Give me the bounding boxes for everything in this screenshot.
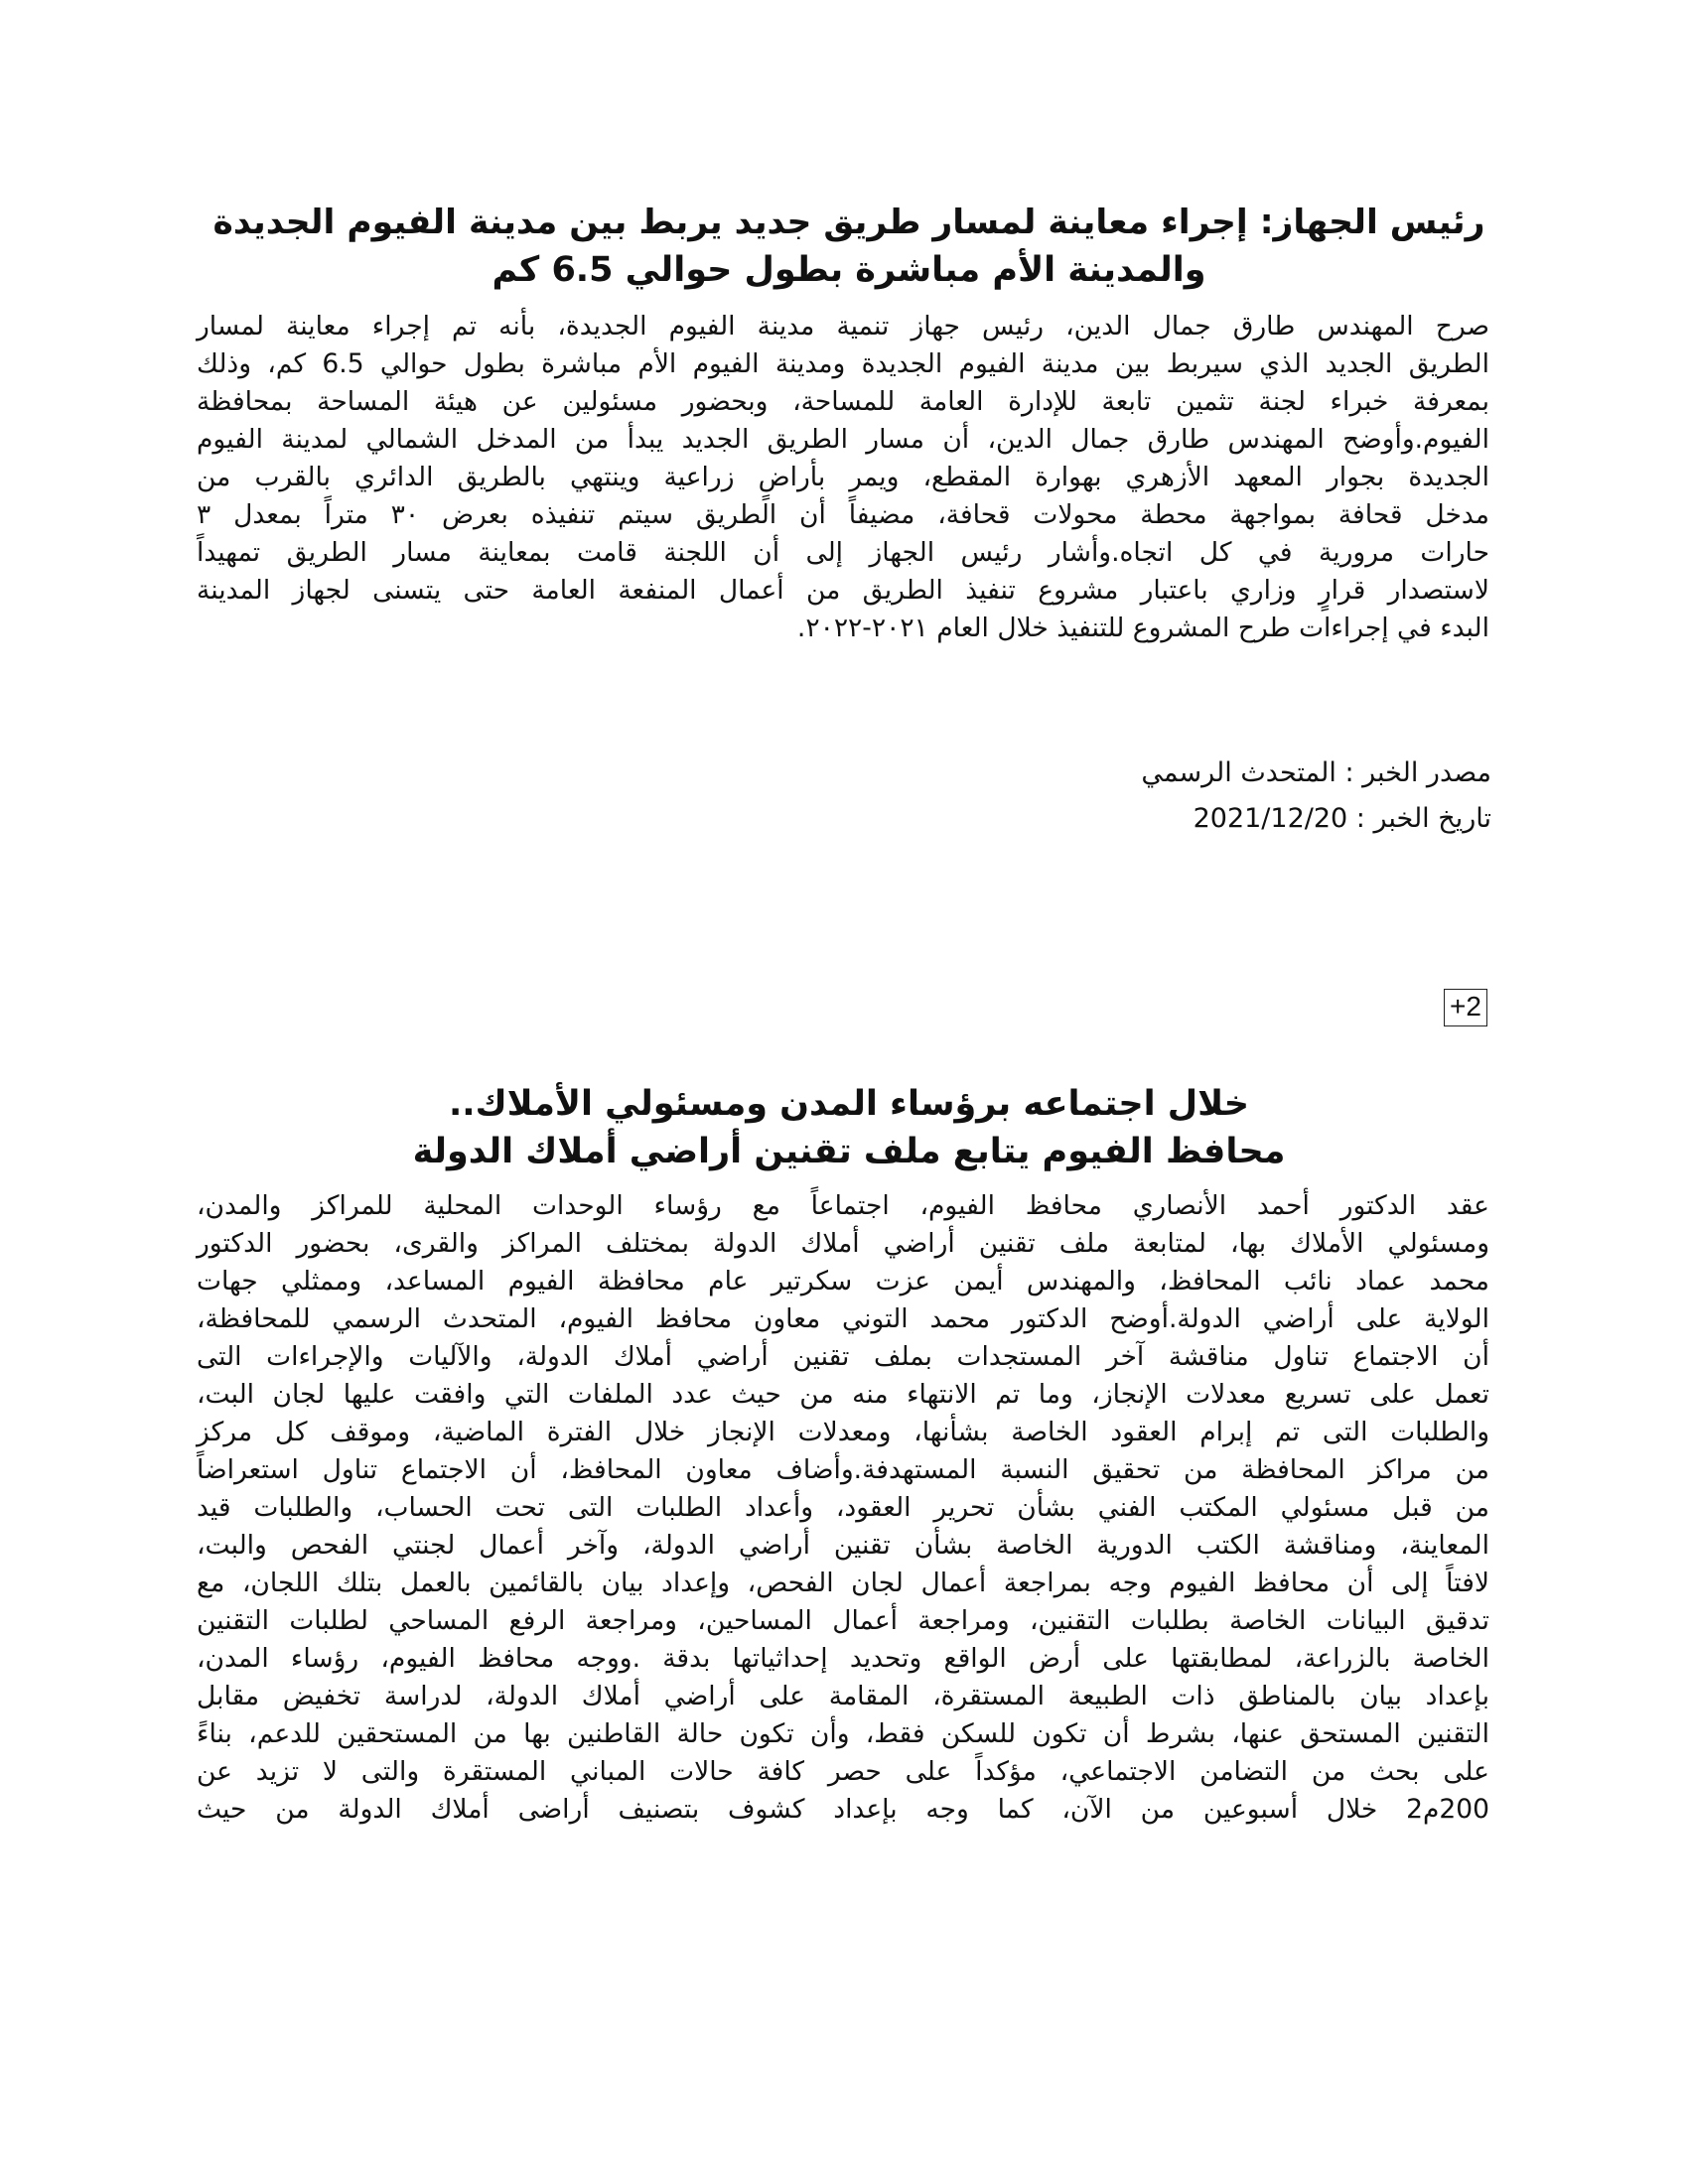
article1-body-line: صرح المهندس طارق جمال الدين، رئيس جهاز تنمية مدينة الفيوم الجديدة، بأنه تم إجراء معاينة لمسار [197,311,1489,341]
article2-body-line: الخاصة بالزراعة، لمطابقتها على أرض الواقع وتحديد إحداثياتها بدقة .ووجه محافظ الفيوم، رؤساء المدن، [197,1643,1489,1674]
article2-body-line: تدقيق البيانات الخاصة بطلبات التقنين، ومراجعة أعمال المساحين، ومراجعة الرفع المساحي لطلبات التقنين [197,1605,1489,1636]
article1-body-line: بمعرفة خبراء لجنة تثمين تابعة للإدارة العامة للمساحة، وبحضور مسئولين عن هيئة المساحة بمحافظة [197,386,1489,417]
article1-body-line: البدء في إجراءات طرح المشروع للتنفيذ خلال العام ٢٠٢١-٢٠٢٢. [796,613,1489,643]
article1-date: تاريخ الخبر : 2021/12/20 [1193,803,1491,834]
article2-body-line: المعاينة، ومناقشة الكتب الدورية الخاصة بشأن تقنين أراضي الدولة، وآخر أعمال لجنتي الفحص والبت، [197,1530,1489,1561]
article1-body [197,308,1489,647]
article2-body-line: 200م2 خلال أسبوعين من الآن، كما وجه بإعداد كشوف بتصنيف أراضى أملاك الدولة من حيث [197,1794,1489,1825]
article2-body-line: على بحث من التضامن الاجتماعي، مؤكداً على حصر كافة حالات المباني المستقرة والتى لا تزيد عن [197,1756,1489,1787]
article1-title-line-1: رئيس الجهاز: إجراء معاينة لمسار طريق جديد يربط بين مدينة الفيوم الجديدة [212,203,1485,242]
article2-body-line: التقنين المستحق عنها، بشرط أن تكون للسكن فقط، وأن تكون حالة القاطنين بها من المستحقين للدعم، بناءً [197,1718,1489,1749]
article2-body-line: بإعداد بيان بالمناطق ذات الطبيعة المستقرة، المقامة على أراضي أملاك الدولة، لدراسة تخفيض مقابل [197,1681,1489,1711]
article2-body-line: والطلبات التى تم إبرام العقود الخاصة بشأنها، ومعدلات الإنجاز خلال الفترة الماضية، وموقف كل مركز [197,1417,1489,1447]
expand-more-button[interactable]: +2 [1444,989,1487,1026]
article1-body-line: الفيوم.وأوضح المهندس طارق جمال الدين، أن مسار الطريق الجديد يبدأ من المدخل الشمالي لمدينة الفيوم [197,424,1489,455]
article2-body [197,1187,1489,1829]
article1-body-line: الجديدة بجوار المعهد الأزهري بهوارة المقطع، ويمر بأراضٍ زراعية وينتهي بالطريق الدائري بالقرب من [197,462,1489,492]
article1-body-line: الطريق الجديد الذي سيربط بين مدينة الفيوم الجديدة ومدينة الفيوم الأم مباشرة بطول حوالي 6.5 كم، وذلك [197,348,1489,379]
article2-body-line: أن الاجتماع تناول مناقشة آخر المستجدات بملف تقنين أراضي أملاك الدولة، والآليات والإجراءات التى [197,1341,1489,1372]
article2-body-line: ومسئولي الأملاك بها، لمتابعة ملف تقنين أراضي أملاك الدولة بمختلف المراكز والقرى، بحضور الدكتور [197,1228,1489,1259]
article2-title [209,1080,1489,1175]
article2-body-line: من مراكز المحافظة من تحقيق النسبة المستهدفة.وأضاف معاون المحافظ، أن الاجتماع تناول استعراضاً [197,1454,1489,1485]
article2-title-line-2: محافظ الفيوم يتابع ملف تقنين أراضي أملاك الدولة [412,1132,1286,1171]
article2-title-line-1: خلال اجتماعه برؤساء المدن ومسئولي الأملاك.. [449,1084,1249,1124]
article1-body-line: لاستصدار قرارٍ وزاري باعتبار مشروع تنفيذ الطريق من أعمال المنفعة العامة حتى يتسنى لجهاز المدينة [197,575,1489,606]
article2-body-line: عقد الدكتور أحمد الأنصاري محافظ الفيوم، اجتماعاً مع رؤساء الوحدات المحلية للمراكز والمدن، [197,1190,1489,1221]
article2-body-line: من قبل مسئولي المكتب الفني بشأن تحرير العقود، وأعداد الطلبات التى تحت الحساب، والطلبات قيد [197,1492,1489,1523]
article2-body-line: محمد عماد نائب المحافظ، والمهندس أيمن عزت سكرتير عام محافظة الفيوم المساعد، وممثلي جهات [197,1266,1489,1297]
article1-source: مصدر الخبر : المتحدث الرسمي [1141,757,1491,788]
article1-title [209,199,1489,294]
article1-body-line: حارات مرورية في كل اتجاه.وأشار رئيس الجهاز إلى أن اللجنة قامت بمعاينة مسار الطريق تمهيداً [197,537,1489,568]
article1-body-line: مدخل قحافة بمواجهة محطة محولات قحافة، مضيفاً أن الطريق سيتم تنفيذه بعرض ٣٠ متراً بمعدل ٣ [197,499,1489,530]
article2-body-line: لافتاً إلى أن محافظ الفيوم وجه بمراجعة أعمال لجان الفحص، وإعداد بيان بالقائمين بالعمل بتلك اللجان، مع [197,1568,1489,1598]
article1-title-line-2: والمدينة الأم مباشرة بطول حوالي 6.5 كم [492,250,1206,290]
article2-body-line: تعمل على تسريع معدلات الإنجاز، وما تم الانتهاء منه من حيث عدد الملفات التي وافقت عليها لجان البت، [197,1379,1489,1410]
article2-body-line: الولاية على أراضي الدولة.أوضح الدكتور محمد التوني معاون محافظ الفيوم، المتحدث الرسمي للمحافظة، [197,1303,1489,1334]
